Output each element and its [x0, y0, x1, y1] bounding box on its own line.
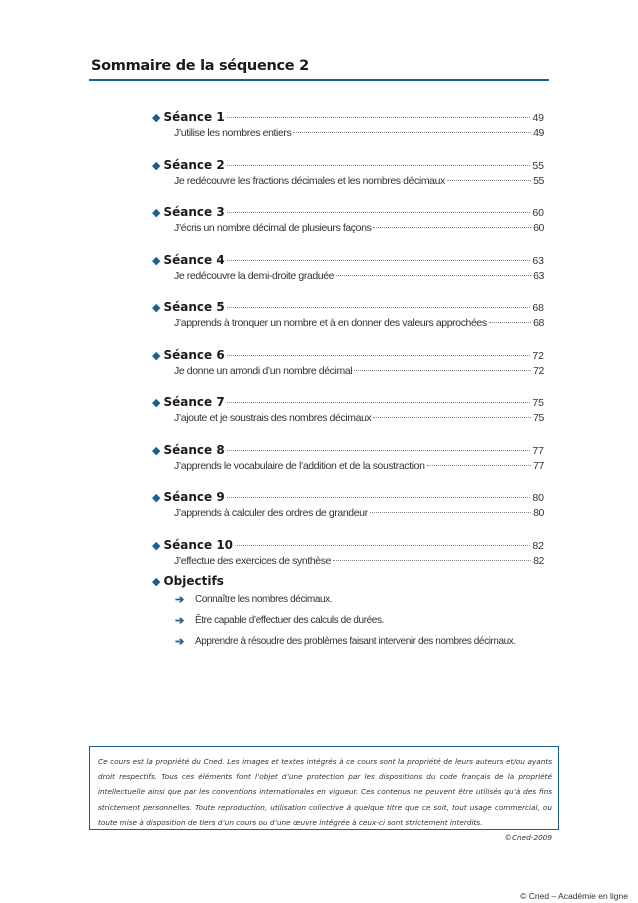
copyright-notice — [89, 746, 559, 843]
seance-page-number: 72 — [532, 349, 544, 362]
seance-label: Séance 10 — [163, 537, 234, 552]
seance-subtitle-text: J’écris un nombre décimal de plusieurs façons — [174, 222, 372, 234]
diamond-bullet-icon: ◆ — [152, 538, 161, 552]
toc-entry — [152, 395, 544, 443]
seance-subtitle — [152, 412, 544, 427]
seance-subtitle-text: J’utilise les nombres entiers — [174, 127, 292, 139]
seance-subtitle-text: J’apprends le vocabulaire de l’addition et de la soustraction — [174, 459, 425, 472]
dot-leader — [235, 545, 530, 546]
objectives-heading — [152, 574, 516, 588]
seance-page-number: 77 — [532, 444, 544, 457]
seance-label: Séance 4 — [163, 252, 225, 267]
seance-heading — [152, 110, 544, 127]
subtitle-page-number: 82 — [533, 554, 544, 567]
seance-page-number: 63 — [532, 254, 544, 267]
copyright-signature: ©Cned-2009 — [504, 833, 552, 843]
seance-page-number: 49 — [532, 112, 544, 124]
diamond-bullet-icon: ◆ — [152, 491, 161, 504]
toc-entry — [152, 158, 544, 206]
seance-subtitle — [152, 317, 544, 332]
footer-credit: © Cned – Académie en ligne — [520, 891, 628, 901]
toc-entry — [152, 490, 544, 538]
seance-subtitle-text: Je donne un arrondi d’un nombre décimal — [174, 364, 353, 377]
seance-heading — [152, 205, 544, 222]
seance-heading — [152, 253, 544, 270]
dot-leader — [447, 180, 531, 181]
objective-item — [175, 594, 516, 615]
seance-label: Séance 6 — [163, 347, 225, 362]
dot-leader — [227, 355, 531, 356]
seance-subtitle — [152, 365, 544, 380]
dot-leader — [227, 307, 531, 308]
seance-label: Séance 3 — [163, 205, 225, 219]
toc-entry — [152, 110, 544, 158]
diamond-bullet-icon: ◆ — [152, 348, 161, 362]
objective-item — [175, 636, 516, 657]
dot-leader — [227, 165, 531, 166]
dot-leader — [227, 212, 531, 213]
subtitle-page-number: 77 — [533, 459, 544, 472]
subtitle-page-number: 49 — [533, 127, 544, 139]
objectives-list — [175, 594, 516, 657]
dot-leader — [373, 227, 531, 228]
seance-subtitle-text: Je redécouvre la demi-droite graduée — [174, 269, 335, 282]
arrow-right-icon: ➔ — [175, 594, 184, 606]
objective-text: Connaître les nombres décimaux. — [195, 594, 333, 605]
seance-label: Séance 8 — [163, 442, 225, 457]
copyright-text: Ce cours est la propriété du Cned. Les images et textes intégrés à ce cours sont la propriété de leurs auteurs et/ou ayants droit respectifs. Tous ces éléments font l’objet d’une protection par les dispositions du code français de la propriété intellectuelle ainsi que par les conventions internationales en vigueur. Ces contenus ne peuvent être utilisés qu’à des fins strictement personnelles. Toute reproduction, utilisation collective à quelque titre que ce soit, tout usage commercial, ou toute mise à disposition de tiers d’un cours ou d’une œuvre intégrée à ceux-ci sont strictement interdits. — [98, 757, 552, 827]
diamond-bullet-icon: ◆ — [152, 396, 161, 409]
seance-subtitle — [152, 127, 544, 142]
diamond-bullet-icon: ◆ — [152, 443, 161, 457]
subtitle-page-number: 68 — [533, 317, 544, 329]
seance-label: Séance 9 — [163, 490, 225, 504]
arrow-right-icon: ➔ — [175, 615, 184, 627]
seance-page-number: 68 — [532, 302, 544, 314]
seance-subtitle — [152, 460, 544, 475]
objective-item — [175, 615, 516, 636]
dot-leader — [336, 275, 531, 276]
seance-subtitle-text: J’ajoute et je soustrais des nombres décimaux — [174, 412, 372, 424]
seance-heading — [152, 300, 544, 317]
dot-leader — [227, 260, 531, 261]
dot-leader — [227, 402, 531, 403]
toc-entry — [152, 348, 544, 396]
seance-label: Séance 1 — [163, 110, 225, 124]
dot-leader — [354, 370, 531, 371]
seance-heading — [152, 395, 544, 412]
objective-text: Apprendre à résoudre des problèmes faisant intervenir des nombres décimaux. — [195, 636, 516, 647]
seance-page-number: 55 — [532, 159, 544, 172]
seance-heading — [152, 348, 544, 365]
arrow-right-icon: ➔ — [175, 636, 184, 648]
dot-leader — [227, 117, 531, 118]
seance-subtitle — [152, 270, 544, 285]
seance-subtitle-text: Je redécouvre les fractions décimales et les nombres décimaux — [174, 174, 445, 187]
diamond-bullet-icon: ◆ — [152, 111, 161, 124]
dot-leader — [373, 417, 531, 418]
subtitle-page-number: 72 — [533, 364, 544, 377]
seance-subtitle — [152, 555, 544, 570]
dot-leader — [293, 132, 531, 133]
seance-subtitle — [152, 175, 544, 190]
diamond-bullet-icon: ◆ — [152, 253, 161, 267]
subtitle-page-number: 80 — [533, 507, 544, 519]
subtitle-page-number: 55 — [533, 174, 544, 187]
seance-subtitle-text: J’effectue des exercices de synthèse — [174, 554, 332, 567]
objective-text: Être capable d’effectuer des calculs de durées. — [195, 615, 384, 626]
title-divider — [89, 79, 549, 81]
seance-heading — [152, 490, 544, 507]
seance-heading — [152, 538, 544, 555]
seance-heading — [152, 158, 544, 175]
toc-entry — [152, 253, 544, 301]
seance-heading — [152, 443, 544, 460]
seance-subtitle — [152, 222, 544, 237]
diamond-bullet-icon: ◆ — [152, 575, 161, 588]
subtitle-page-number: 75 — [533, 412, 544, 424]
dot-leader — [227, 450, 531, 451]
seance-subtitle-text: J’apprends à tronquer un nombre et à en donner des valeurs approchées — [174, 317, 487, 329]
diamond-bullet-icon: ◆ — [152, 301, 161, 314]
seance-page-number: 60 — [532, 207, 544, 219]
seance-subtitle-text: J’apprends à calculer des ordres de grandeur — [174, 507, 368, 519]
page-title: Sommaire de la séquence 2 — [91, 58, 309, 74]
subtitle-page-number: 60 — [533, 222, 544, 234]
diamond-bullet-icon: ◆ — [152, 158, 161, 172]
dot-leader — [227, 497, 531, 498]
toc-entry — [152, 443, 544, 491]
toc-entry — [152, 205, 544, 253]
seance-subtitle — [152, 507, 544, 522]
dot-leader — [333, 560, 531, 561]
objectives-section — [152, 574, 516, 657]
seance-page-number: 82 — [532, 539, 544, 552]
objectives-title: Objectifs — [163, 574, 224, 588]
seance-label: Séance 2 — [163, 157, 225, 172]
seance-page-number: 80 — [532, 492, 544, 504]
dot-leader — [370, 512, 531, 513]
dot-leader — [489, 322, 531, 323]
dot-leader — [427, 465, 532, 466]
seance-label: Séance 5 — [163, 300, 225, 314]
toc-entry — [152, 300, 544, 348]
table-of-contents — [152, 110, 544, 585]
diamond-bullet-icon: ◆ — [152, 206, 161, 219]
seance-label: Séance 7 — [163, 395, 225, 409]
seance-page-number: 75 — [532, 397, 544, 409]
subtitle-page-number: 63 — [533, 269, 544, 282]
